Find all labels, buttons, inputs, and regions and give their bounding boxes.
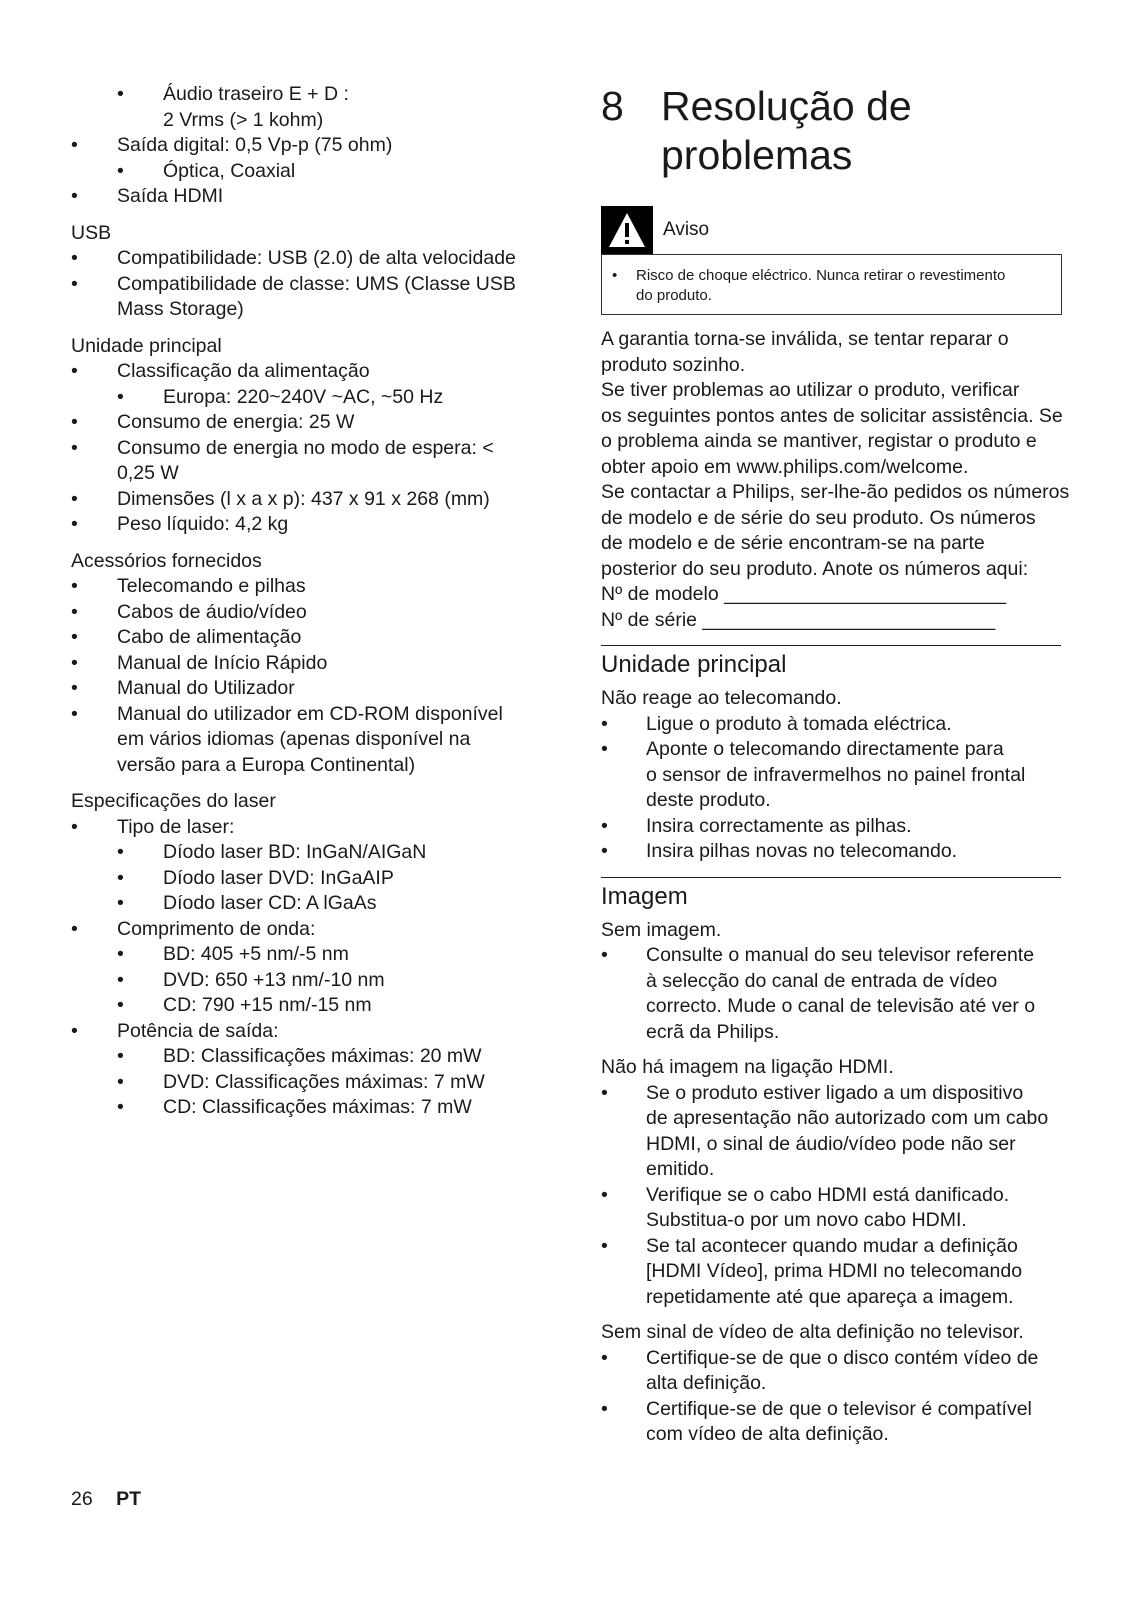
list-item-line: repetidamente até que apareça a imagem. bbox=[646, 1285, 1014, 1308]
list-item-line: CD: Classificações máximas: 7 mW bbox=[163, 1096, 472, 1118]
list-item-line: versão para a Europa Continental) bbox=[117, 753, 416, 776]
list-item-line: deste produto. bbox=[646, 789, 771, 811]
bullet-icon: • bbox=[71, 360, 78, 382]
list-item bbox=[71, 436, 526, 487]
issue-heading: Sem sinal de vídeo de alta definição no televisor. bbox=[601, 1321, 1024, 1343]
bullet-icon: • bbox=[71, 436, 78, 459]
list-item-line: alta definição. bbox=[646, 1372, 767, 1394]
bullet-icon: • bbox=[71, 815, 78, 838]
bullet-icon: • bbox=[71, 1019, 78, 1042]
list-item bbox=[71, 385, 526, 411]
list-item-line: Manual do Utilizador bbox=[117, 677, 295, 699]
list-item-line: HDMI, o sinal de áudio/vídeo pode não ser bbox=[646, 1132, 1016, 1155]
solution-list bbox=[601, 1081, 1061, 1311]
bullet-icon: • bbox=[117, 892, 124, 914]
list-item bbox=[71, 246, 526, 272]
list-item-line: Potência de saída: bbox=[117, 1019, 279, 1042]
bullet-icon: • bbox=[601, 712, 608, 735]
list-item bbox=[71, 600, 526, 626]
list-item-line: Substitua-o por um novo cabo HDMI. bbox=[646, 1209, 967, 1231]
list-item-line: [HDMI Vídeo], prima HDMI no telecomando bbox=[646, 1260, 1023, 1282]
list-item bbox=[601, 712, 1061, 738]
top-spec-list bbox=[71, 82, 526, 210]
list-item-line: Manual de Início Rápido bbox=[117, 651, 328, 674]
list-item bbox=[612, 266, 1051, 306]
bullet-icon: • bbox=[117, 968, 124, 991]
bullet-icon: • bbox=[601, 840, 608, 862]
bullet-icon: • bbox=[71, 917, 78, 940]
section-divider bbox=[601, 645, 1061, 646]
list-item-line: do produto. bbox=[636, 287, 712, 304]
list-item bbox=[71, 917, 526, 943]
list-item bbox=[71, 512, 526, 538]
spec-list bbox=[71, 815, 526, 1121]
list-item-line: 0,25 W bbox=[117, 462, 179, 484]
spec-list bbox=[71, 574, 526, 778]
list-item-line: DVD: 650 +13 nm/-10 nm bbox=[163, 968, 385, 991]
right-column bbox=[601, 82, 1070, 1448]
list-item bbox=[71, 1044, 526, 1070]
paragraph-line: Se contactar a Philips, ser-lhe-ão pedidos os números bbox=[601, 481, 1070, 503]
bullet-icon: • bbox=[601, 1397, 608, 1420]
bullet-icon: • bbox=[71, 513, 78, 535]
list-item bbox=[601, 737, 1061, 814]
bullet-icon: • bbox=[601, 944, 608, 966]
bullet-icon: • bbox=[612, 267, 618, 284]
paragraph-line: Nº de modelo __________________________ bbox=[601, 583, 1007, 605]
section-heading: Especificações do laser bbox=[71, 790, 276, 812]
list-item-line: Tipo de laser: bbox=[117, 815, 235, 838]
bullet-icon: • bbox=[71, 626, 78, 648]
chapter-title-line: Resolução de bbox=[661, 83, 912, 129]
list-item-line: CD: 790 +15 nm/-15 nm bbox=[163, 994, 372, 1016]
list-item-line: Dimensões (l x a x p): 437 x 91 x 268 (mm) bbox=[117, 487, 490, 510]
list-item-line: Óptica, Coaxial bbox=[163, 159, 296, 182]
bullet-icon: • bbox=[117, 943, 124, 965]
bullet-icon: • bbox=[117, 866, 124, 889]
list-item-line: em vários idiomas (apenas disponível na bbox=[117, 728, 471, 750]
issue-heading: Sem imagem. bbox=[601, 918, 722, 941]
list-item-line: Mass Storage) bbox=[117, 298, 244, 320]
solution-list bbox=[601, 712, 1061, 865]
list-item-line: DVD: Classificações máximas: 7 mW bbox=[163, 1070, 485, 1093]
list-item-line: Ligue o produto à tomada eléctrica. bbox=[646, 712, 952, 735]
bullet-icon: • bbox=[117, 1045, 124, 1067]
list-item-line: Certifique-se de que o televisor é compatível bbox=[646, 1397, 1032, 1420]
warning-box bbox=[601, 254, 1062, 315]
list-item bbox=[71, 815, 526, 841]
paragraph-line: A garantia torna-se inválida, se tentar reparar o bbox=[601, 328, 1009, 350]
issue-heading: Não há imagem na ligação HDMI. bbox=[601, 1056, 894, 1078]
list-item bbox=[71, 1095, 526, 1121]
warning-block bbox=[601, 206, 1061, 315]
list-item bbox=[71, 651, 526, 677]
list-item bbox=[71, 184, 526, 210]
bullet-icon: • bbox=[71, 651, 78, 674]
paragraph-line: os seguintes pontos antes de solicitar assistência. Se bbox=[601, 404, 1063, 427]
list-item bbox=[601, 814, 1061, 840]
list-item bbox=[601, 1397, 1061, 1448]
warning-header bbox=[601, 206, 1061, 254]
list-item-line: Consulte o manual do seu televisor referente bbox=[646, 944, 1035, 966]
bullet-icon: • bbox=[71, 185, 78, 207]
list-item bbox=[71, 410, 526, 436]
list-item-line: correcto. Mude o canal de televisão até ver o bbox=[646, 995, 1036, 1017]
list-item-line: BD: 405 +5 nm/-5 nm bbox=[163, 943, 349, 965]
list-item-line: BD: Classificações máximas: 20 mW bbox=[163, 1045, 482, 1067]
bullet-icon: • bbox=[71, 677, 78, 699]
chapter-title bbox=[661, 82, 912, 180]
list-item-line: Aponte o telecomando directamente para bbox=[646, 738, 1004, 760]
bullet-icon: • bbox=[117, 385, 124, 408]
bullet-icon: • bbox=[71, 575, 78, 597]
list-item-line: Manual do utilizador em CD-ROM disponível bbox=[117, 702, 503, 725]
list-item bbox=[71, 676, 526, 702]
chapter-heading bbox=[601, 82, 1061, 180]
paragraph-line: de modelo e de série encontram-se na parte bbox=[601, 532, 985, 554]
bullet-icon: • bbox=[71, 247, 78, 269]
bullet-icon: • bbox=[601, 1234, 608, 1257]
paragraph-line: Se tiver problemas ao utilizar o produto, verificar bbox=[601, 379, 1020, 401]
section-heading: Unidade principal bbox=[71, 334, 222, 357]
solution-list bbox=[601, 1346, 1061, 1448]
bullet-icon: • bbox=[71, 487, 78, 510]
list-item-line: o sensor de infravermelhos no painel frontal bbox=[646, 763, 1026, 786]
bullet-icon: • bbox=[601, 738, 608, 760]
list-item-line: Cabos de áudio/vídeo bbox=[117, 600, 307, 623]
paragraph-line: produto sozinho. bbox=[601, 353, 746, 376]
list-item bbox=[71, 866, 526, 892]
paragraph-line: Nº de série ___________________________ bbox=[601, 608, 996, 631]
list-item-line: emitido. bbox=[646, 1158, 715, 1180]
page-number: 26 bbox=[71, 1488, 93, 1510]
list-item bbox=[71, 133, 526, 159]
section-title: Unidade principal bbox=[601, 651, 787, 678]
bullet-icon: • bbox=[71, 272, 78, 295]
bullet-icon: • bbox=[601, 1183, 608, 1206]
list-item-line: Risco de choque eléctrico. Nunca retirar o revestimento bbox=[636, 267, 1006, 284]
list-item-line: Compatibilidade de classe: UMS (Classe USB bbox=[117, 272, 516, 295]
bullet-icon: • bbox=[117, 1070, 124, 1093]
list-item bbox=[71, 942, 526, 968]
paragraph-line: de modelo e de série do seu produto. Os números bbox=[601, 506, 1036, 529]
chapter-title-line: problemas bbox=[661, 132, 853, 178]
chapter-number: 8 bbox=[601, 83, 624, 129]
bullet-icon: • bbox=[117, 841, 124, 863]
list-item-line: à selecção do canal de entrada de vídeo bbox=[646, 969, 998, 992]
list-item-line: Certifique-se de que o disco contém vídeo de bbox=[646, 1346, 1039, 1369]
list-item-line: Consumo de energia no modo de espera: < bbox=[117, 436, 494, 459]
list-item bbox=[71, 993, 526, 1019]
list-item-line: Insira pilhas novas no telecomando. bbox=[646, 840, 958, 862]
list-item-line: Peso líquido: 4,2 kg bbox=[117, 513, 289, 535]
list-item bbox=[71, 1070, 526, 1096]
list-item bbox=[71, 359, 526, 385]
list-item-line: 2 Vrms (> 1 kohm) bbox=[163, 108, 324, 131]
troubleshooting-sections bbox=[601, 645, 1061, 1448]
paragraph-line: posterior do seu produto. Anote os números aqui: bbox=[601, 557, 1029, 580]
list-item bbox=[71, 625, 526, 651]
list-item-line: Verifique se o cabo HDMI está danificado. bbox=[646, 1183, 1010, 1206]
list-item-line: Díodo laser BD: InGaN/AIGaN bbox=[163, 841, 427, 863]
section-heading: Acessórios fornecidos bbox=[71, 549, 262, 572]
list-item-line: Se tal acontecer quando mudar a definição bbox=[646, 1234, 1018, 1257]
list-item bbox=[601, 1081, 1061, 1183]
list-item bbox=[601, 1183, 1061, 1234]
list-item bbox=[71, 574, 526, 600]
list-item bbox=[71, 968, 526, 994]
bullet-icon: • bbox=[601, 1346, 608, 1369]
list-item-line: Comprimento de onda: bbox=[117, 917, 316, 940]
list-item-line: Saída HDMI bbox=[117, 185, 224, 207]
list-item-line: Cabo de alimentação bbox=[117, 626, 302, 648]
list-item-line: de apresentação não autorizado com um cabo bbox=[646, 1107, 1049, 1129]
spec-list bbox=[71, 246, 526, 323]
list-item-line: Consumo de energia: 25 W bbox=[117, 411, 355, 433]
list-item bbox=[601, 1346, 1061, 1397]
list-item bbox=[71, 272, 526, 323]
list-item-line: Saída digital: 0,5 Vp-p (75 ohm) bbox=[117, 134, 393, 156]
left-column bbox=[71, 82, 526, 1121]
section-divider bbox=[601, 877, 1061, 878]
bullet-icon: • bbox=[117, 159, 124, 182]
paragraph-line: o problema ainda se mantiver, registar o produto e bbox=[601, 430, 1037, 452]
page-footer bbox=[71, 1488, 141, 1511]
solution-list bbox=[601, 943, 1061, 1045]
list-item-line: ecrã da Philips. bbox=[646, 1020, 780, 1043]
paragraph-line: obter apoio em www.philips.com/welcome. bbox=[601, 455, 969, 478]
list-item-line: com vídeo de alta definição. bbox=[646, 1423, 889, 1445]
list-item bbox=[71, 1019, 526, 1045]
warning-list bbox=[612, 266, 1051, 306]
left-sections bbox=[71, 221, 526, 1121]
intro-paragraph bbox=[601, 327, 1070, 633]
list-item-line: Áudio traseiro E + D : bbox=[163, 83, 349, 105]
spec-list bbox=[71, 359, 526, 538]
list-item-line: Díodo laser CD: A lGaAs bbox=[163, 892, 377, 914]
list-item bbox=[601, 839, 1061, 865]
bullet-icon: • bbox=[601, 1081, 608, 1104]
bullet-icon: • bbox=[117, 83, 124, 105]
bullet-icon: • bbox=[601, 814, 608, 837]
list-item bbox=[601, 1234, 1061, 1311]
list-item-line: Díodo laser DVD: InGaAIP bbox=[163, 866, 394, 889]
list-item-line: Telecomando e pilhas bbox=[117, 575, 306, 597]
section-heading: USB bbox=[71, 221, 112, 244]
language-code: PT bbox=[116, 1488, 142, 1510]
list-item-line: Se o produto estiver ligado a um dispositivo bbox=[646, 1081, 1024, 1104]
list-item bbox=[71, 840, 526, 866]
issue-heading: Não reage ao telecomando. bbox=[601, 687, 842, 709]
section-title: Imagem bbox=[601, 882, 688, 910]
list-item bbox=[71, 891, 526, 917]
list-item-line: Insira correctamente as pilhas. bbox=[646, 814, 912, 837]
list-item-line: Europa: 220~240V ~AC, ~50 Hz bbox=[163, 385, 444, 408]
list-item-line: Compatibilidade: USB (2.0) de alta velocidade bbox=[117, 247, 516, 269]
list-item bbox=[601, 943, 1061, 1045]
warning-icon bbox=[601, 206, 653, 254]
list-item bbox=[71, 702, 526, 779]
list-item bbox=[71, 159, 526, 185]
bullet-icon: • bbox=[117, 1096, 124, 1118]
bullet-icon: • bbox=[71, 411, 78, 433]
list-item-line: Classificação da alimentação bbox=[117, 360, 370, 382]
bullet-icon: • bbox=[71, 600, 78, 623]
list-item bbox=[71, 487, 526, 513]
bullet-icon: • bbox=[71, 134, 78, 156]
list-item bbox=[71, 82, 526, 133]
bullet-icon: • bbox=[117, 994, 124, 1016]
bullet-icon: • bbox=[71, 702, 78, 725]
warning-label: Aviso bbox=[663, 219, 710, 240]
